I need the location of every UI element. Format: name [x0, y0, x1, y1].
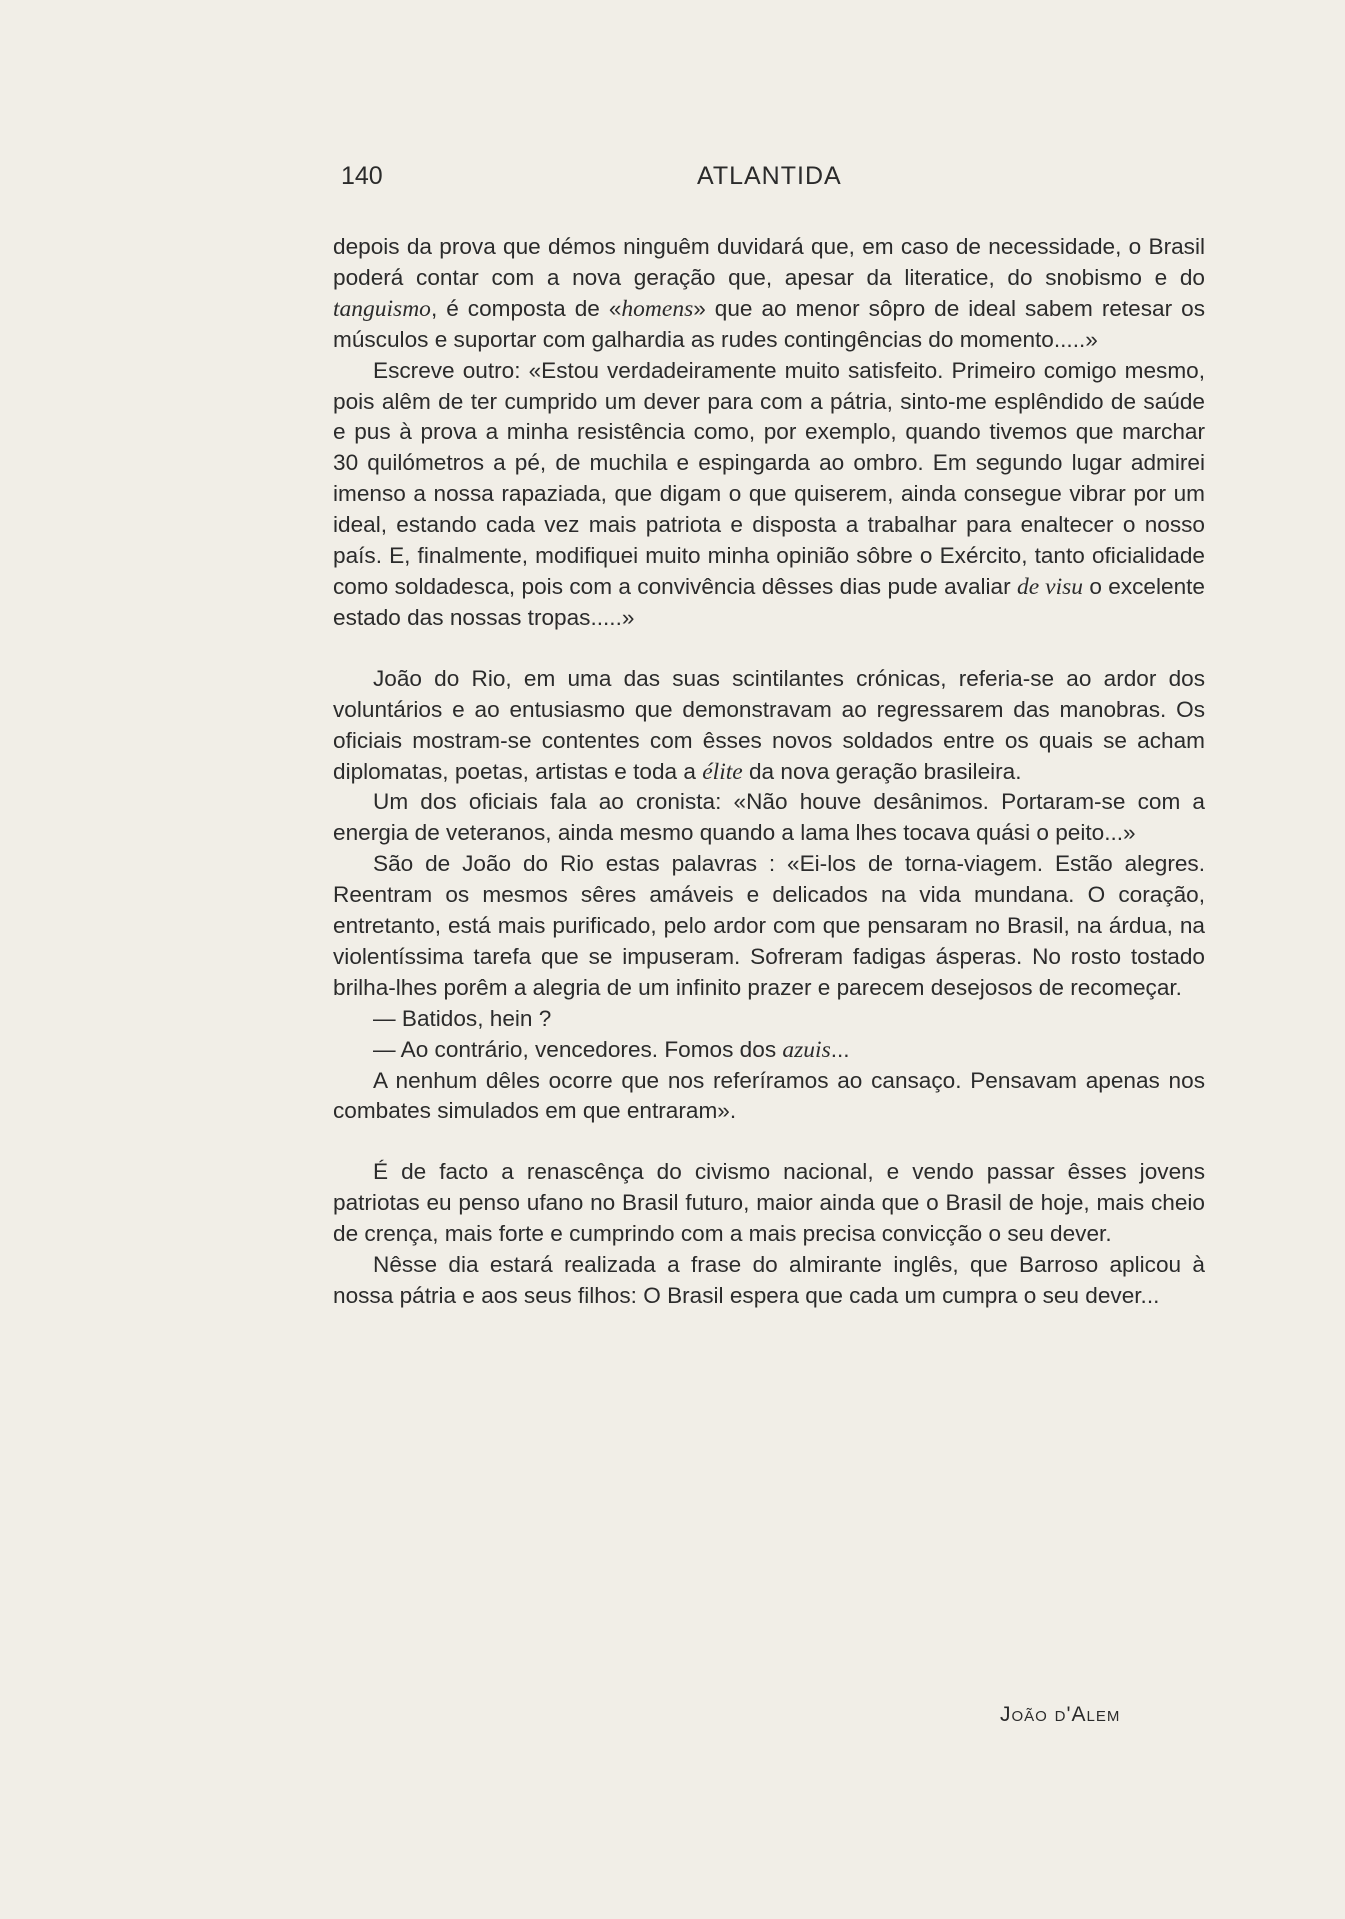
- paragraph-text: o excelente estado das nossas tropas.....»: [333, 573, 1205, 630]
- italic-text: tanguismo: [333, 295, 431, 322]
- paragraph: [333, 1004, 1205, 1035]
- paragraph-text: João do Rio, em uma das suas scintilantes crónicas, referia-se ao ardor dos voluntários e ao entusiasmo que demonstravam ao regressarem das manobras. Os oficiais mostram-se contentes com êsses novos soldados entre os quais se acham diplomatas, poetas, artistas e toda a: [333, 665, 1205, 784]
- author-signature: João d'Alem: [1000, 1703, 1121, 1726]
- paragraph-text: A nenhum dêles ocorre que nos referíramos ao cansaço. Pensavam apenas nos combates simulados em que entraram».: [333, 1067, 1205, 1124]
- paragraph-text: depois da prova que démos ninguêm duvidará que, em caso de necessidade, o Brasil poderá contar com a nova geração que, apesar da literatice, do snobismo e do: [333, 234, 1205, 290]
- paragraph-text: da nova geração brasileira.: [742, 758, 1022, 784]
- paragraph: [333, 664, 1205, 788]
- paragraph-text: » que ao menor sôpro de ideal sabem retesar os músculos e suportar com galhardia as rudes contingências do momento.....»: [333, 295, 1205, 352]
- paragraph-text: É de facto a renascênça do civismo nacional, e vendo passar êsses jovens patriotas eu penso ufano no Brasil futuro, maior ainda que o Brasil de hoje, mais cheio de crença, mais forte e cumprindo com a mais precisa convicção o seu dever.: [333, 1159, 1205, 1247]
- italic-text: élite: [702, 758, 743, 785]
- paragraph-text: Um dos oficiais fala ao cronista: «Não houve desânimos. Portaram-se com a energia de veteranos, ainda mesmo quando a lama lhes tocava quási o peito...»: [333, 789, 1205, 846]
- paragraph: [333, 849, 1205, 1004]
- paragraph-text: Nêsse dia estará realizada a frase do almirante inglês, que Barroso aplicou à nossa pátria e aos seus filhos: O Brasil espera que cada um cumpra o seu dever...: [333, 1252, 1205, 1308]
- paragraph-text: — Batidos, hein ?: [373, 1005, 552, 1031]
- paragraph-text: — Ao contrário, vencedores. Fomos dos: [373, 1036, 783, 1062]
- page-number: 140: [341, 162, 383, 190]
- paragraph: [333, 1035, 1205, 1066]
- page-header: [0, 162, 1345, 202]
- running-title: ATLANTIDA: [697, 162, 842, 190]
- italic-text: homens: [621, 295, 694, 322]
- paragraph: [333, 356, 1205, 634]
- paragraph: [333, 1157, 1205, 1250]
- paragraph-text: , é composta de «: [430, 295, 622, 321]
- paragraph: [333, 787, 1205, 849]
- italic-text: azuis: [782, 1036, 831, 1063]
- paragraph: [333, 232, 1205, 356]
- italic-text: de visu: [1017, 573, 1083, 600]
- paragraph-text: São de João do Rio estas palavras : «Ei-los de torna-viagem. Estão alegres. Reentram os mesmos sêres amáveis e delicados na vida mundana. O coração, entretanto, está mais purificado, pelo ardor com que pensaram no Brasil, na árdua, na violentíssima tarefa que se impuseram. Sofreram fadigas ásperas. No rosto tostado brilha-lhes porêm a alegria de um infinito prazer e parecem desejosos de recomeçar.: [333, 851, 1205, 1000]
- paragraph-text: ...: [830, 1036, 850, 1062]
- paragraph: [333, 1066, 1205, 1128]
- paragraph: [333, 1250, 1205, 1312]
- body-text: [333, 232, 1205, 1312]
- paragraph-text: Escreve outro: «Estou verdadeiramente muito satisfeito. Primeiro comigo mesmo, pois alêm de ter cumprido um dever para com a pátria, sinto-me esplêndido de saúde e pus à prova a minha resistência como, por exemplo, quando tivemos que marchar 30 quilómetros a pé, de muchila e espingarda ao ombro. Em segundo lugar admirei imenso a nossa rapaziada, que digam o que quiserem, ainda consegue vibrar por um ideal, estando cada vez mais patriota e disposta a trabalhar para enaltecer o nosso país. E, finalmente, modifiquei muito minha opinião sôbre o Exército, tanto oficialidade como soldadesca, pois com a convivência dêsses dias pude avaliar: [333, 357, 1205, 599]
